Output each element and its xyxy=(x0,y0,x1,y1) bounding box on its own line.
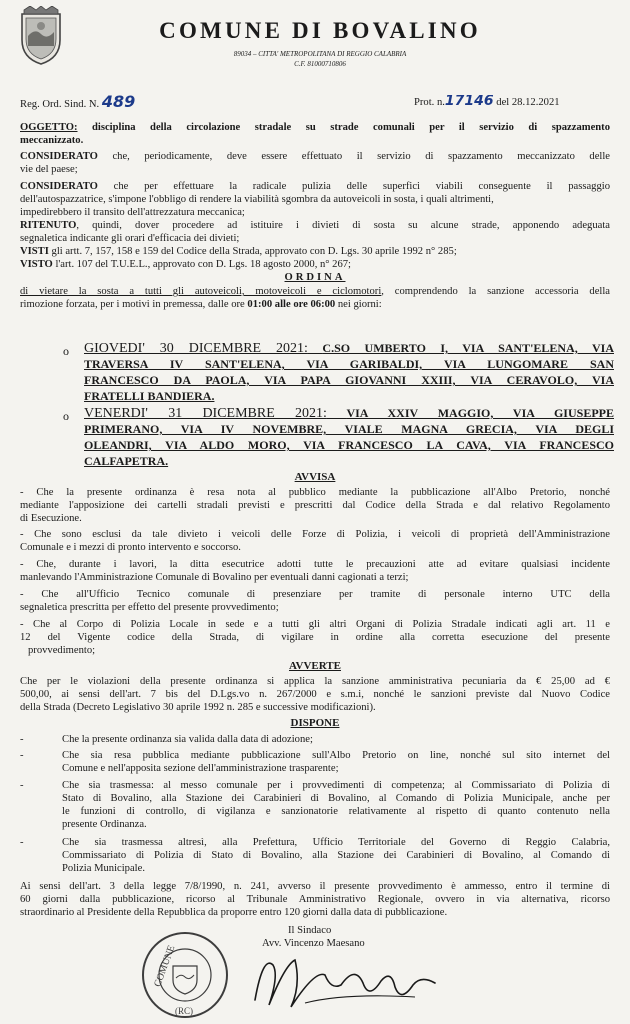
dispone-item: Commissariato di Polizia di Stato di Bovalino, alla Stazione dei Carabinieri di Bovalino, al Comando di xyxy=(62,850,610,861)
avverte-heading: AVVERTE xyxy=(289,660,341,672)
ordina-heading: ORDINA xyxy=(284,272,346,283)
avvisa-line: - Che, durante i lavori, la ditta esecutrice adotti tutte le precauzioni atte ad evitare qualsiasi incidente xyxy=(20,559,610,570)
avvisa-line: - Che al Corpo di Polizia Locale in sede e a tutti gli altri Organi di Polizia Stradale indicati agli art. 11 e xyxy=(20,619,610,630)
dash-marker: - xyxy=(20,734,24,745)
dispone-item: presente Ordinanza. xyxy=(62,819,147,830)
dispone-item: Che sia resa pubblica mediante pubblicazione sull'Albo Pretorio on line, nonché sul sito internet del xyxy=(62,750,610,761)
dispone-item: Che la presente ordinanza sia valida dalla data di adozione; xyxy=(62,734,313,745)
municipality-cf: C.F. 81000710806 xyxy=(294,60,346,68)
dispone-item: Che sia trasmessa: al messo comunale per i provvedimenti di competenza; al Commissariato di Polizia di xyxy=(62,780,610,791)
oggetto-line-1: OGGETTO: disciplina della circolazione stradale su strade comunali per il servizio di spazzamento xyxy=(20,122,610,133)
avvisa-heading: AVVISA xyxy=(294,471,336,483)
signature-name: Avv. Vincenzo Maesano xyxy=(262,938,365,949)
reg-number: 489 xyxy=(101,95,136,111)
dispone-item: Comune e nell'apposita sezione dell'amministrazione trasparente; xyxy=(62,763,339,774)
considerato-2-line-1: CONSIDERATO che per effettuare la radicale pulizia delle superfici viabili conseguente il passaggio xyxy=(20,181,610,192)
dash-marker: - xyxy=(20,780,24,791)
avvisa-line: - Che sono esclusi da tale divieto i veicoli delle Forze di Polizia, i veicoli di proprietà dell'Amministrazione xyxy=(20,529,610,540)
bullet-circle-icon: o xyxy=(63,344,69,358)
stamp-text: COMUNE xyxy=(152,943,178,989)
ritenuto-line-1: RITENUTO, quindi, dover procedere ad istituire i divieti di sosta su alcune strade, apponendo adeguata xyxy=(20,220,610,231)
stamp-province: (RC) xyxy=(175,1006,193,1016)
avvisa-line: Comunale e i mezzi di pronto intervento e soccorso. xyxy=(20,542,241,553)
closing-line: Ai sensi dell'art. 3 della legge 7/8/1990, n. 241, avverso il presente provvedimento è ammesso, entro il termine di xyxy=(20,881,610,892)
closing-line: straordinario al Presidente della Repubblica da proporre entro 120 giorni dalla data di pubblicazione. xyxy=(20,907,448,918)
avverte-line: 500,00, ai sensi dell'art. 7 bis del D.Lgs.vo n. 267/2000 e s.m.i, nonché le sanzioni previste dal Nuovo Codice xyxy=(20,689,610,700)
dispone-item: le funzioni di controllo, di vigilanza e sanzionatorie relativamente al rispetto di quanto contenuto nella xyxy=(62,806,610,817)
avvisa-line: di Esecuzione. xyxy=(20,513,82,524)
reference-row xyxy=(20,95,610,111)
ritenuto-line-2: segnaletica indicante gli orari d'efficacia dei divieti; xyxy=(20,233,240,244)
ordina-line-2: rimozione forzata, per i motivi in premessa, dalle ore 01:00 alle ore 06:00 nei giorni: xyxy=(20,299,382,310)
closing-line: 60 giorni dalla pubblicazione, ricorso al Tribunale Amministrativo Regionale, ovvero in via alternativa, ricorso xyxy=(20,894,610,905)
avvisa-line: provvedimento; xyxy=(28,645,96,656)
municipality-title: COMUNE DI BOVALINO xyxy=(159,18,481,43)
dispone-item: Stato di Bovalino, alla Stazione dei Carabinieri di Bovalino, al Comando di Polizia Municipale, anche per xyxy=(62,793,610,804)
prot-group xyxy=(414,95,560,109)
handwritten-signature xyxy=(245,945,445,1015)
oggetto-label: OGGETTO: xyxy=(20,122,78,133)
dispone-heading: DISPONE xyxy=(290,717,340,729)
day-2-line-2: PRIMERANO, VIA IV NOVEMBRE, VIALE MAGNA GRECIA, VIA DEGLI xyxy=(84,422,614,436)
avvisa-line: segnaletica prescritta per effetto del presente provvedimento; xyxy=(20,602,279,613)
day-1-line-1: GIOVEDI' 30 DICEMBRE 2021: C.SO UMBERTO I, VIA SANT'ELENA, VIA xyxy=(84,341,614,356)
prot-label: Prot. n. xyxy=(414,97,445,108)
day-2-line-3: OLEANDRI, VIA ALDO MORO, VIA FRANCESCO LA CAVA, VIA FRANCESCO xyxy=(84,438,614,452)
visti-line: VISTI gli artt. 7, 157, 158 e 159 del Codice della Strada, approvato con D. Lgs. 30 aprile 1992 n° 285; xyxy=(20,246,457,257)
considerato-1-line-1: CONSIDERATO che, periodicamente, deve essere effettuato il servizio di spazzamento meccanizzato delle xyxy=(20,151,610,162)
avverte-line: Che per le violazioni della presente ordinanza si applica la sanzione amministrativa pecuniaria da € 25,00 ad € xyxy=(20,676,610,687)
municipality-subtitle: 89034 – CITTA' METROPOLITANA DI REGGIO CALABRIA xyxy=(233,50,407,58)
bullet-circle-icon: o xyxy=(63,409,69,423)
ordina-line-1: di vietare la sosta a tutti gli autoveicoli, motoveicoli e ciclomotori, comprendendo la sanzione accessoria della xyxy=(20,286,610,297)
avvisa-line: manlevando l'Amministrazione Comunale di Bovalino per eventuali danni cagionati a terzi; xyxy=(20,572,409,583)
day-1-line-4: FRATELLI BANDIERA. xyxy=(84,389,215,403)
day-1-line-3: FRANCESCO DA PAOLA, VIA PAPA GIOVANNI XXIII, VIA CERAVOLO, VIA xyxy=(84,373,614,387)
oggetto-line-2: meccanizzato. xyxy=(20,135,84,146)
considerato-2-line-3: impedirebbero il transito dell'attrezzatura meccanica; xyxy=(20,207,245,218)
considerato-1-line-2: vie del paese; xyxy=(20,164,78,175)
avvisa-line: - Che all'Ufficio Tecnico comunale di presenziare per tramite di personale interno UTC della xyxy=(20,589,610,600)
municipal-crest-icon xyxy=(18,6,64,66)
dash-marker: - xyxy=(20,750,24,761)
avverte-line: della Strada (Decreto Legislativo 30 aprile 1992 n. 285 e successive modificazioni). xyxy=(20,702,376,713)
avvisa-line: mediante l'apposizione dei cartelli stradali previsti e prescritti dal Codice della Strada e dal relativo Regolamento xyxy=(20,500,610,511)
prot-date: del 28.12.2021 xyxy=(496,97,560,108)
dispone-item: Polizia Municipale. xyxy=(62,863,145,874)
visto-line: VISTO l'art. 107 del T.U.E.L., approvato con D. Lgs. 18 agosto 2000, n° 267; xyxy=(20,259,352,270)
avvisa-line: - Che la presente ordinanza è resa nota al pubblico mediante la pubblicazione all'Albo Pretorio, nonché xyxy=(20,487,610,498)
avvisa-line: 12 del Vigente codice della Strada, di vigilare in ordine alla corretta esecuzione del presente xyxy=(20,632,610,643)
signature-role: Il Sindaco xyxy=(288,925,332,936)
considerato-2-line-2: dell'autospazzatrice, s'impone l'obbligo di rendere la viabilità sgombra da autoveicoli in sosta, i quali altrimenti, xyxy=(20,194,494,205)
day-1-line-2: TRAVERSA IV SANT'ELENA, VIA GARIBALDI, VIA LUNGOMARE SAN xyxy=(84,357,614,371)
day-2-line-1: VENERDI' 31 DICEMBRE 2021: VIA XXIV MAGGIO, VIA GIUSEPPE xyxy=(84,406,614,421)
prot-number: 17146 xyxy=(444,95,494,109)
dispone-item: Che sia trasmessa altresì, alla Prefettura, Ufficio Territoriale del Governo di Reggio Calabria, xyxy=(62,837,610,848)
reg-label: Reg. Ord. Sind. N. xyxy=(20,99,100,110)
municipal-stamp-icon xyxy=(140,930,230,1020)
day-2-line-4: CALFAPETRA. xyxy=(84,454,169,468)
dash-marker: - xyxy=(20,837,24,848)
